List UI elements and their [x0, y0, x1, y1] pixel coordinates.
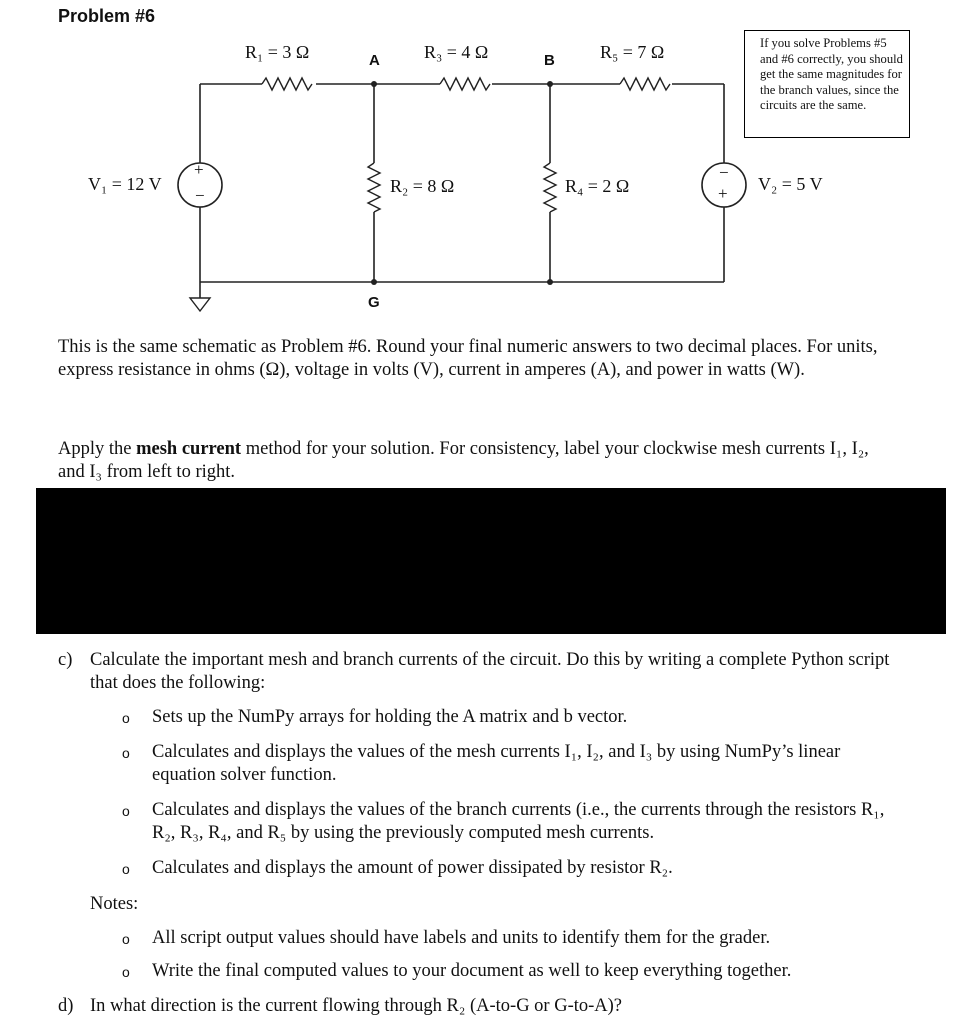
bullet-item-2: Calculates and displays the values of the mesh currents I₁, I₂, and I₃ by using NumPy’s linear equation solver function. — [152, 742, 841, 785]
r4-resistor — [544, 163, 556, 212]
bullet-marker: o — [122, 861, 130, 877]
v1-minus-sign: − — [195, 186, 205, 205]
r5-resistor — [620, 78, 670, 90]
mesh-paragraph — [58, 438, 898, 484]
mesh-text-before: Apply the — [58, 439, 137, 459]
r2-label: R₂ = 8 Ω — [390, 176, 455, 196]
notes-label: Notes: — [90, 894, 139, 914]
v2-label: V₂ = 5 V — [758, 174, 823, 194]
bullet-item-1: Sets up the NumPy arrays for holding the A matrix and b vector. — [152, 707, 628, 727]
v1-plus-sign: + — [194, 160, 204, 179]
page-title: Problem #6 — [58, 6, 156, 26]
bullet-marker: o — [122, 745, 130, 761]
node-a-dot — [371, 81, 377, 87]
r2-resistor — [368, 163, 380, 212]
node-g-label: G — [368, 294, 380, 311]
v2-plus-sign: + — [718, 184, 728, 203]
bullet-marker: o — [122, 710, 130, 726]
node-b-label: B — [544, 52, 555, 69]
mesh-text-after: method for your solution. For consistency, label your clockwise mesh currents I₁, I₂, and I₃ from left to right. — [58, 439, 869, 482]
part-d-text: In what direction is the current flowing through R₂ (A-to-G or G-to-A)? — [90, 996, 623, 1016]
part-c-text: Calculate the important mesh and branch currents of the circuit. Do this by writing a complete Python script that does the following: — [90, 650, 890, 693]
ground-symbol — [190, 298, 210, 311]
r1-label: R₁ = 3 Ω — [245, 42, 310, 62]
note-box: If you solve Problems #5 and #6 correctly, you should get the same magnitudes for the branch values, since the circuits are the same. — [744, 30, 910, 138]
bullet-item-3: Calculates and displays the values of the branch currents (i.e., the currents through the resistors R₁, R₂, R₃, R₄, and R₅ by using the previously computed mesh currents. — [152, 800, 885, 843]
v1-label: V₁ = 12 V — [88, 174, 162, 194]
note-item-1: All script output values should have labels and units to identify them for the grader. — [152, 928, 771, 948]
bullet-marker: o — [122, 803, 130, 819]
note-item-2: Write the final computed values to your document as well to keep everything together. — [152, 961, 792, 981]
r1-resistor — [262, 78, 312, 90]
bullet-marker: o — [122, 931, 130, 947]
intro-paragraph: This is the same schematic as Problem #6. Round your final numeric answers to two decimal places. For units, express resistance in ohms (Ω), voltage in volts (V), current in amperes (A), and power in watts (W). — [58, 337, 878, 380]
node-b-dot — [547, 81, 553, 87]
r5-label: R₅ = 7 Ω — [600, 42, 665, 62]
r4-label: R₄ = 2 Ω — [565, 176, 630, 196]
node-b-bottom-dot — [547, 279, 553, 285]
bullet-marker: o — [122, 964, 130, 980]
part-c-marker: c) — [58, 650, 73, 670]
mesh-text-bold: mesh current — [136, 439, 242, 459]
bullet-item-4: Calculates and displays the amount of power dissipated by resistor R₂. — [152, 858, 673, 878]
v2-minus-sign: − — [719, 163, 729, 182]
r3-resistor — [440, 78, 490, 90]
r3-label: R₃ = 4 Ω — [424, 42, 489, 62]
node-g-dot — [371, 279, 377, 285]
part-d-marker: d) — [58, 996, 74, 1016]
node-a-label: A — [369, 52, 380, 69]
redaction-block — [36, 488, 946, 634]
